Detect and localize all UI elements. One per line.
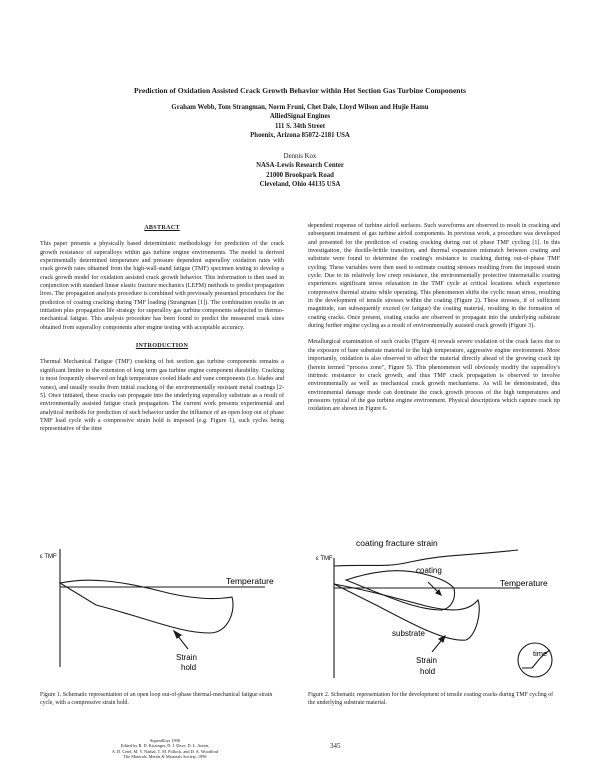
abstract-text: This paper presents a physically based deterministic methodology for prediction of the crack growth resistance of superalloys within gas turbine engine environments. The model is derived experimentally determined temperature and pressure dependent superalloy oxidation rates with crack growth rates obtained from the high-wall-stand fatigue (TMF) specimen testing to develop a crack growth model for oxidation assisted crack growth behavior. This information is then used in conjunction with standard linear elastic fracture mechanics (LEFM) methods to predict propagation lives. The propagation analysis procedure is combined with previously presented procedures for the prediction of coating cracking during TMF loading (Strangman [1]). The combination results in an initiation plus propagation life strategy for superalloy gas turbine components subjected to thermo-mechanical fatigue. This analysis procedure has been found to predict the measured crack sizes obtained from superalloy components after engine testing with acceptable accuracy. <box>40 241 284 331</box>
author-affiliation: AlliedSignal Engines <box>269 113 331 121</box>
figure-2-diagram <box>306 540 560 690</box>
figure-2-fracture-strain-curve <box>334 550 518 566</box>
figure-1-strain-loop <box>60 580 233 633</box>
author-names: Graham Webb, Tom Strangman, Norm Fruni, Chet Dale, Lloyd Wilson and Hujie Hamu <box>171 104 429 111</box>
footer-line-4: The Minerals, Metals & Materials Society, 1996 <box>123 753 207 759</box>
right-column <box>308 222 560 414</box>
coauthor-city: Cleveland, Ohio 44135 USA <box>259 181 341 189</box>
footer-line-1: Superalloys 1996 <box>150 738 180 743</box>
figure-2-substrate-label: substrate <box>392 629 425 638</box>
figure-2-time-label: time <box>533 649 548 658</box>
figure-2-caption: Figure 2. Schematic representation for the development of tensile coating cracks during TMF cycling of the underlying substrate material. <box>308 692 554 706</box>
introduction-text: Thermal Mechanical Fatigue (TMF) cracking of hot section gas turbine components remains a significant limiter to the extension of long term gas turbine engine component durability. Cracking is most frequently observed on high temperature cooled blade and vane components (i.e. blades and vanes), and usually results from initial cracking of the environmentally resistant metal coatings [2-5]. Once initiated, these cracks can propagate into the underlying superalloy substrate as a result of environmentally assisted fatigue crack propagation. The current work presents experimental and analytical methods for prediction of such behavior under the influence of an open loop out of phase TMF load cycle with a compressive strain hold is imposed (e.g. Figure 1), such cycles being representative of the time <box>40 359 284 433</box>
author-block <box>60 103 540 141</box>
figure-2-hold-label-2: hold <box>420 667 436 676</box>
figure-1-hold-label-1: Strain <box>176 653 197 662</box>
left-column <box>40 224 284 434</box>
coauthor-street: 21000 Brookpark Road <box>266 171 334 179</box>
coauthor-block <box>160 152 440 190</box>
introduction-heading: INTRODUCTION <box>135 343 189 350</box>
right-column-paragraph-2: Metallurgical examination of such cracks (Figure 4) reveals severe oxidation of the crack faces due to the exposure of bare substrate material to the high temperature, aggressive engine environment. More importantly, oxidation is also observed to affect the material directly ahead of the growing crack tip (herein termed "process zone", Figure 5). This phenomenon will obviously modify the superalloy's intrinsic resistance to crack growth, and thus TMF crack propagation is observed to involve environmentally as well as mechanical crack growth mechanisms. As will be demonstrated, this environmental damage mode can dominate the crack growth process of the high temperatures and pressures typical of the gas turbine engine environment. Physical descriptions which capture crack tip oxidation are shown in Figure 6. <box>308 339 560 413</box>
figure-1-x-label: Temperature <box>226 576 274 586</box>
coauthor-name: Dennis Kox <box>283 153 317 160</box>
right-column-paragraph-1: dependent response of turbine airfoil surfaces. Such waveforms are observed to result in cracking and subsequent treatment of gas turbine airfoil components. In previous work, a procedure was developed and presented for the prediction of coating cracking during out of phase TMF cycling [1]. In this investigation, the ductile-brittle transition, and thermal expansion mismatch between coating and substrate were found to determine the coating's resistance to cracking during out-of-phase TMF cycling. These variables were then used to estimate coating stresses resulting from the imposed strain cycle. Due to its relatively low creep resistance, the environmentally protective intermetallic coating experiences significant stress relaxation in the TMF cycle at critical locations which experience compressive thermal strains while operating. This phenomenon shifts the cyclic mean stress, resulting in the development of tensile stresses within the coating (Figure 2). These stresses, if of sufficient magnitude, can subsequently exceed (or fatigue) the coating material, resulting in the formation of coating cracks. Once present, coating cracks are observed to propagate into the underlying substrate during further engine cycling as a result of environmentally assisted crack growth (Figure 3). <box>308 223 560 330</box>
figure-2-coating-strain-label: coating fracture strain <box>356 540 438 548</box>
figure-1-hold-label-2: hold <box>181 663 197 672</box>
figure-2-hold-label-1: Strain <box>416 656 437 665</box>
figure-2-x-label: Temperature <box>500 578 548 588</box>
figure-2-y-label: ε TMF <box>316 556 333 562</box>
footer-line-3: A. D. Cetel, M. V. Nathal, T. M. Pollock, and D. A. Woodford <box>111 748 219 754</box>
author-street: 111 S. 34th Street <box>274 122 326 130</box>
author-city: Phoenix, Arizona 85072-2181 USA <box>250 132 350 140</box>
footer-line-2: Edited by R. D. Kissinger, D. J. Deye, D. L. Anton, <box>120 743 210 749</box>
abstract-heading: ABSTRACT <box>144 225 180 231</box>
coauthor-affiliation: NASA-Lewis Research Center <box>256 162 344 170</box>
page-number: 345 <box>330 742 341 750</box>
publication-footer <box>40 738 290 759</box>
figure-1-y-label: ε TMF <box>40 554 57 560</box>
figure-1-caption: Figure 1. Schematic representation of an open loop out-of-phase thermal-mechanical fatigue strain cycle, with a compressive strain hold. <box>40 692 273 706</box>
figure-1-diagram <box>40 545 290 675</box>
paper-title: Prediction of Oxidation Assisted Crack Growth Behavior within Hot Section Gas Turbine Components <box>133 86 467 95</box>
figure-2-coating-label: coating <box>416 566 442 575</box>
